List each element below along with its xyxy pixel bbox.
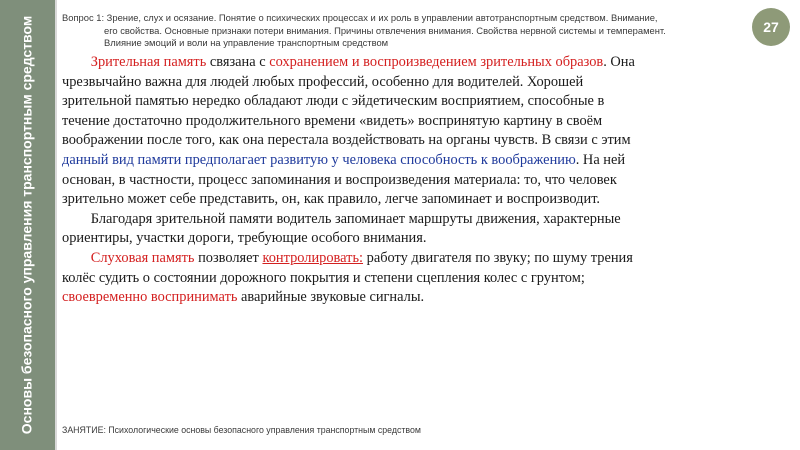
- body-text: . Она: [603, 54, 635, 70]
- term-auditory-memory: Слуховая память: [90, 249, 195, 266]
- body-line: [62, 151, 782, 171]
- body-text: аварийные звуковые сигналы.: [237, 289, 425, 306]
- slide-number-badge: [752, 8, 790, 46]
- highlight-control: контролировать:: [262, 249, 364, 266]
- sidebar-divider: [55, 0, 57, 450]
- sidebar: [0, 0, 55, 450]
- body-line: зрительно может себе представить, он, как правило, легче запоминает и воспроизводит.: [62, 191, 601, 208]
- body-text: позволяет: [194, 249, 263, 266]
- header-line-2: его свойства. Основные признаки потери внимания. Причины отвлечения внимания. Свойства нервной системы и темперамент.: [104, 24, 666, 36]
- body-line: [62, 288, 782, 308]
- slide-footer: ЗАНЯТИЕ: Психологические основы безопасного управления транспортным средством: [62, 425, 421, 435]
- sidebar-title: Основы безопасного управления транспортным средством: [18, 15, 35, 435]
- header-line-3: Влияние эмоций и воли на управление транспортным средством: [104, 37, 389, 48]
- highlight-timely-perceive: своевременно воспринимать: [62, 289, 238, 306]
- body-line: ориентиры, участки дороги, требующие особого внимания.: [62, 230, 427, 247]
- body-text: работу двигателя по звуку; по шуму трения: [363, 249, 633, 266]
- body-line: чрезвычайно важна для людей любых профессий, особенно для водителей. Хорошей: [62, 73, 584, 90]
- body-line: колёс судить о состоянии дорожного покрытия и степени сцепления колес с грунтом;: [62, 269, 585, 286]
- body-line: [62, 210, 782, 230]
- body-line: основан, в частности, процесс запоминания и воспроизведения материала: то, что человек: [62, 171, 617, 188]
- body-line: течение достаточно продолжительного времени «видеть» воспринятую картину в своём: [62, 112, 603, 129]
- body-text: . На ней: [575, 151, 626, 168]
- term-visual-memory: Зрительная память: [90, 54, 207, 70]
- highlight-visual-images: сохранением и воспроизведением зрительных образов: [269, 54, 604, 70]
- highlight-imagination: данный вид памяти предполагает развитую у человека способность к воображению: [62, 151, 576, 168]
- body-line: [62, 53, 782, 73]
- body-line: [62, 249, 782, 269]
- header-line-1: Вопрос 1: Зрение, слух и осязание. Понятие о психических процессах и их роль в управлении автотранспортным средством. Внимание,: [62, 12, 658, 23]
- slide-body: [62, 53, 782, 308]
- body-line: зрительной памятью нередко обладают люди с эйдетическим восприятием, способные в: [62, 93, 605, 110]
- slide-header: [62, 12, 762, 50]
- body-line: воображении после того, как она перестала воздействовать на органы чувств. В связи с этим: [62, 132, 631, 149]
- slide-number: 27: [763, 19, 779, 35]
- body-text: связана с: [206, 54, 270, 70]
- body-text: Благодаря зрительной памяти водитель запоминает маршруты движения, характерные: [90, 210, 621, 227]
